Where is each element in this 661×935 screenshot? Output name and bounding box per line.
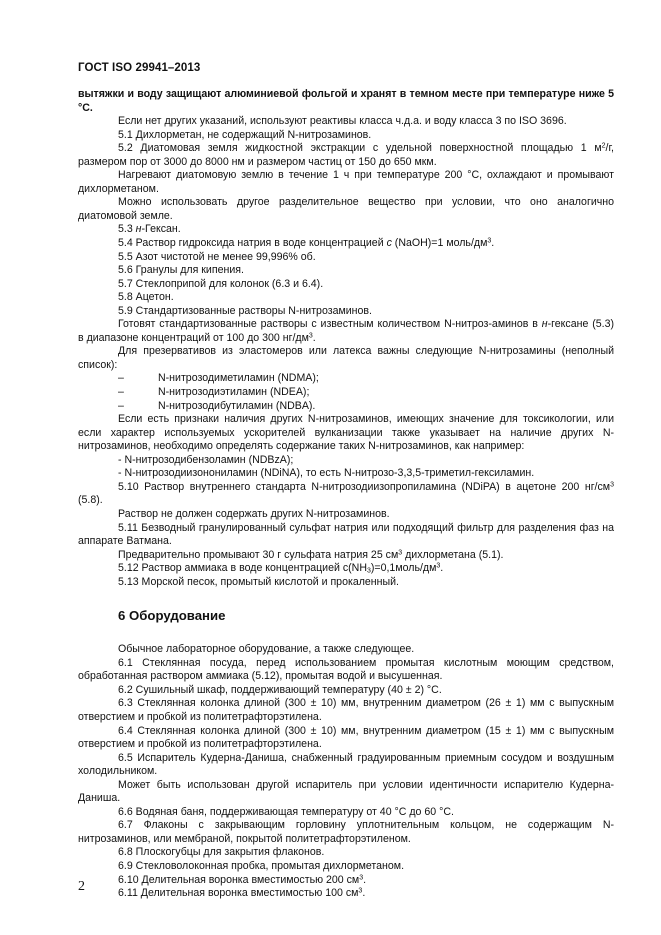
reagent-5-4-text-a: 5.4 Раствор гидроксида натрия в воде концентрацией xyxy=(118,237,387,250)
reagent-5-12-end: . xyxy=(440,562,444,575)
equipment-6-10-end: . xyxy=(363,873,367,886)
reagent-5-6: 5.6 Гранулы для кипения. xyxy=(118,264,244,277)
reagent-5-3 xyxy=(78,223,614,237)
reagent-5-10-sup: 3 xyxy=(610,481,614,489)
reagent-5-9-note-2: Для презервативов из эластомеров или латекса важны следующие N-нитрозамины (неполный список): xyxy=(78,345,614,371)
list-item xyxy=(78,386,614,400)
equipment-6-5: 6.5 Испаритель Кудерна-Даниша, снабженный градуированным приемным сосудом и воздушным холодильником. xyxy=(78,751,614,778)
reagent-5-4-end: . xyxy=(491,237,495,250)
reagent-5-11-note-b: дихлорметана (5.1). xyxy=(402,548,504,561)
reagent-5-9-note-1-a: Готовят стандартизованные растворы с известным количеством N-нитроз-аминов в xyxy=(118,318,542,331)
equipment-6-11 xyxy=(78,887,614,901)
equipment-6-11-text: 6.11 Делительная воронка вместимостью 100 см xyxy=(118,887,359,900)
sub-item-ndina: - N-нитрозодиизонониламин (NDiNA), то есть N-нитрозо-3,3,5-триметил-гексиламин. xyxy=(118,467,535,480)
reagent-5-12-text-b: )=0,1моль/дм xyxy=(370,562,437,575)
reagent-5-2-text-b: /г, размером пор от 3000 до 8000 нм и размером частиц от 150 до 650 мкм. xyxy=(78,142,614,168)
reagent-5-12 xyxy=(78,562,614,576)
reagent-5-10-note: Раствор не должен содержать других N-нитрозаминов. xyxy=(118,507,390,520)
intro-paragraph: Если нет других указаний, используют реактивы класса ч.д.а. и воду класса 3 по ISO 3696. xyxy=(118,115,567,128)
reagent-5-11-note-sup: 3 xyxy=(398,549,403,557)
reagent-5-12-sub: 3 xyxy=(366,567,371,575)
reagent-5-2-note-2: Можно использовать другое разделительное вещество при условии, что оно аналогично диатомовой земле. xyxy=(78,196,614,222)
reagent-5-4-text-b: (NaOH)=1 моль/дм xyxy=(391,237,488,250)
reagent-5-4 xyxy=(78,237,614,251)
equipment-6-10-text: 6.10 Делительная воронка вместимостью 200 см xyxy=(118,873,360,886)
equipment-6-10-sup: 3 xyxy=(359,874,364,882)
standard-header: ГОСТ ISO 29941–2013 xyxy=(78,62,201,74)
equipment-6-5-note: Может быть использован другой испаритель при условии идентичности испарителю Кудерна-Даниша. xyxy=(78,778,614,805)
list-dash: – xyxy=(118,399,124,412)
equipment-6-4: 6.4 Стеклянная колонка длиной (300 ± 10) мм, внутренним диаметром (15 ± 1) мм с выпускным отверстием и пробкой из политетрафторэтилена. xyxy=(78,724,614,751)
reagent-5-9-note-1-sup: 3 xyxy=(308,332,313,340)
list-item xyxy=(78,400,614,414)
equipment-intro: Обычное лабораторное оборудование, а также следующее. xyxy=(118,643,415,656)
reagent-5-5: 5.5 Азот чистотой не менее 99,996% об. xyxy=(118,250,316,263)
reagent-5-3-text: -Гексан. xyxy=(141,223,181,236)
equipment-6-2: 6.2 Сушильный шкаф, поддерживающий температуру (40 ± 2) °С. xyxy=(118,683,442,696)
reagent-5-1: 5.1 Дихлорметан, не содержащий N-нитрозаминов. xyxy=(118,128,372,141)
reagent-5-9: 5.9 Стандартизованные растворы N-нитрозаминов. xyxy=(118,304,372,317)
reagent-5-10-text-b: (5.8). xyxy=(78,494,103,507)
reagent-5-10 xyxy=(78,481,614,508)
reagent-5-9-note-3: Если есть признаки наличия других N-нитрозаминов, имеющих значение для токсикологии, или если характер используемых ускорителей вулканизации также указывает на наличие других N-нитрозаминов, необходимо определять содержание таких N-нитрозаминов, как например: xyxy=(78,413,614,453)
list-dash: – xyxy=(118,386,124,399)
reagent-5-7: 5.7 Стеклоприпой для колонок (6.3 и 6.4). xyxy=(118,277,324,290)
reagent-5-11: 5.11 Безводный гранулированный сульфат натрия или подходящий фильтр для разделения фаз на аппарате Ватмана. xyxy=(78,521,614,548)
reagent-5-9-note-1-end: . xyxy=(312,331,316,344)
equipment-6-11-sup: 3 xyxy=(358,887,363,895)
equipment-6-8: 6.8 Плоскогубцы для закрытия флаконов. xyxy=(118,846,325,859)
equipment-6-3: 6.3 Стеклянная колонка длиной (300 ± 10) мм, внутренним диаметром (26 ± 1) мм с выпускным отверстием и пробкой из политетрафторэтилена. xyxy=(78,697,614,723)
reagent-5-2 xyxy=(78,142,614,169)
reagent-5-9-note-1-italic: н xyxy=(541,318,548,331)
page-content xyxy=(78,88,614,901)
equipment-6-10 xyxy=(78,874,614,888)
reagent-5-13: 5.13 Морской песок, промытый кислотой и прокаленный. xyxy=(118,575,399,588)
sub-item-ndbza: - N-нитрозодибензоламин (NDBzA); xyxy=(118,453,294,466)
list-item xyxy=(78,372,614,386)
list-dash: – xyxy=(118,372,124,385)
intro-bold-line: вытяжки и воду защищают алюминиевой фольгой и хранят в темном месте при температуре ниже 5 °С. xyxy=(78,88,614,114)
reagent-5-2-text-a: 5.2 Диатомовая земля жидкостной экстракции с удельной поверхностной площадью 1 м xyxy=(118,142,602,155)
reagent-5-11-note xyxy=(78,549,614,563)
list-text: N-нитрозодиэтиламин (NDEA); xyxy=(158,386,310,399)
equipment-6-9: 6.9 Стекловолоконная пробка, промытая дихлорметаном. xyxy=(118,859,405,872)
reagent-5-9-note-1-b: -гексане (5.3) в диапазоне концентраций от 100 до 300 нг/дм xyxy=(78,318,614,344)
reagent-5-10-text-a: 5.10 Раствор внутреннего стандарта N-нитрозодиизопропиламина (NDiPA) в ацетоне 200 нг/см xyxy=(118,480,611,493)
list-text: N-нитрозодибутиламин (NDBA). xyxy=(158,399,316,412)
reagent-5-8: 5.8 Ацетон. xyxy=(118,291,174,304)
reagent-5-4-c: c xyxy=(386,237,392,250)
list-text: N-нитрозодиметиламин (NDMA); xyxy=(158,372,319,385)
reagent-5-3-num: 5.3 xyxy=(118,223,136,236)
reagent-5-4-sup: 3 xyxy=(487,237,492,245)
equipment-6-1: 6.1 Стеклянная посуда, перед использованием промытая кислотным моющим средством, обработанная раствором аммиака (5.12), промытая водой и высушенная. xyxy=(78,656,614,683)
equipment-6-6: 6.6 Водяная баня, поддерживающая температуру от 40 °С до 60 °С. xyxy=(118,805,454,818)
reagent-5-12-text-a: 5.12 Раствор аммиака в воде концентрацией c(NH xyxy=(118,562,367,575)
reagent-5-12-sup: 3 xyxy=(436,562,441,570)
reagent-5-2-note-1: Нагревают диатомовую землю в течение 1 ч при температуре 200 °С, охлаждают и промывают дихлорметаном. xyxy=(78,169,614,195)
page-number: 2 xyxy=(78,879,85,894)
reagent-5-3-italic: н xyxy=(135,223,142,236)
reagent-5-9-note-1 xyxy=(78,318,614,345)
equipment-6-11-end: . xyxy=(362,887,366,900)
reagent-5-2-sup: 2 xyxy=(601,142,606,150)
reagent-5-11-note-a: Предварительно промывают 30 г сульфата натрия 25 см xyxy=(118,548,399,561)
section-6-title: 6 Оборудование xyxy=(118,608,226,624)
equipment-6-7: 6.7 Флаконы с закрывающим горловину уплотнительным кольцом, не содержащим N-нитрозаминов, или мембраной, покрытой политетрафторэтиленом. xyxy=(78,819,614,845)
